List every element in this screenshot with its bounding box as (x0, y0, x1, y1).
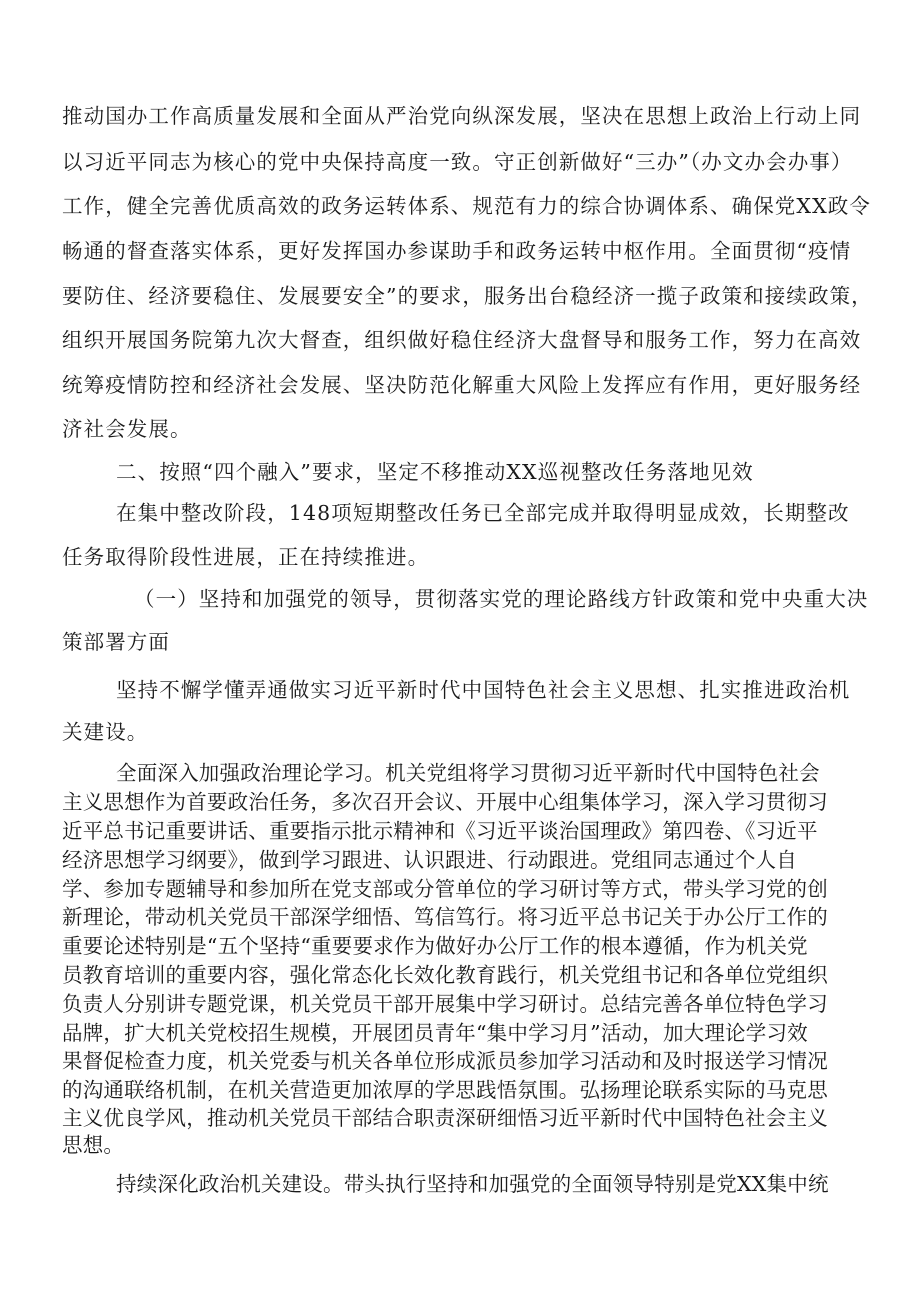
section-heading: 二、按照“四个融入”要求，坚定不移推动XX巡视整改任务落地见效 (116, 460, 754, 484)
text-line: 员教育培训的重要内容，强化常态化长效化教育践行，机关党组书记和各单位党组织 (62, 963, 828, 987)
text-line: 要防住、经济要稳住、发展要安全”的要求，服务出台稳经济一揽子政策和接续政策， (62, 284, 873, 308)
text-line: 新理论，带动机关党员干部深学细悟、笃信笃行。将习近平总书记关于办公厅工作的 (62, 905, 828, 929)
text-line: 统筹疫情防控和经济社会发展、坚决防范化解重大风险上发挥应有作用，更好服务经 (62, 373, 862, 397)
text-line: 组织开展国务院第九次大督查，组织做好稳住经济大盘督导和服务工作，努力在高效 (62, 328, 862, 352)
text-line: 工作，健全完善优质高效的政务运转体系、规范有力的综合协调体系、确保党XX政令 (62, 194, 871, 218)
text-line: 负责人分别讲专题党课，机关党员干部开展集中学习研讨。总结完善各单位特色学习 (62, 992, 828, 1016)
text-line: 思想。 (62, 1133, 125, 1157)
text-line: 坚持不懈学懂弄通做实习近平新时代中国特色社会主义思想、扎实推进政治机 (116, 678, 851, 702)
text-line: 重要论述特别是“五个坚持“重要要求作为做好办公厅工作的根本遵循，作为机关党 (62, 934, 808, 958)
text-line: 以习近平同志为核心的党中央保持高度一致。守正创新做好“三办”（办文办会办事） (62, 150, 853, 174)
text-line: 在集中整改阶段，148项短期整改任务已全部完成并取得明显成效，长期整改 (116, 501, 850, 525)
subsection-heading: （一）坚持和加强党的领导，贯彻落实党的理论路线方针政策和党中央重大决 (134, 587, 869, 611)
text-line: 关建设。 (62, 720, 149, 744)
text-line: 全面深入加强政治理论学习。机关党组将学习贯彻习近平新时代中国特色社会 (116, 761, 820, 785)
text-line: 推动国办工作高质量发展和全面从严治党向纵深发展，坚决在思想上政治上行动上同 (62, 104, 862, 128)
text-line: 学、参加专题辅导和参加所在党支部或分管单位的学习研讨等方式，带头学习党的创 (62, 877, 828, 901)
text-line: 畅通的督查落实体系，更好发挥国办参谋助手和政务运转中枢作用。全面贯彻“疫情 (62, 239, 852, 263)
text-line: 果督促检查力度，机关党委与机关各单位形成派员参加学习活动和及时报送学习情况 (62, 1049, 828, 1073)
text-line: 的沟通联络机制，在机关营造更加浓厚的学思践悟氛围。弘扬理论联系实际的马克思 (62, 1078, 828, 1102)
text-line: 任务取得阶段性进展，正在持续推进。 (62, 545, 430, 569)
subsection-heading: 策部署方面 (62, 630, 170, 654)
text-line: 主义思想作为首要政治任务，多次召开会议、开展中心组集体学习，深入学习贯彻习 (62, 790, 828, 814)
text-line: 济社会发展。 (62, 417, 192, 441)
text-line: 近平总书记重要讲话、重要指示批示精神和《习近平谈治国理政》第四卷、《习近平 (62, 819, 818, 843)
text-line: 经济思想学习纲要》，做到学习跟进、认识跟进、行动跟进。党组同志通过个人自 (62, 848, 797, 872)
text-line: 品牌，扩大机关党校招生规模，开展团员青年“集中学习月”活动，加大理论学习效 (62, 1021, 808, 1045)
text-line: 主义优良学风，推动机关党员干部结合职责深研细悟习近平新时代中国特色社会主义 (62, 1106, 828, 1130)
text-line: 持续深化政治机关建设。带头执行坚持和加强党的全面领导特别是党XX集中统 (116, 1172, 829, 1196)
